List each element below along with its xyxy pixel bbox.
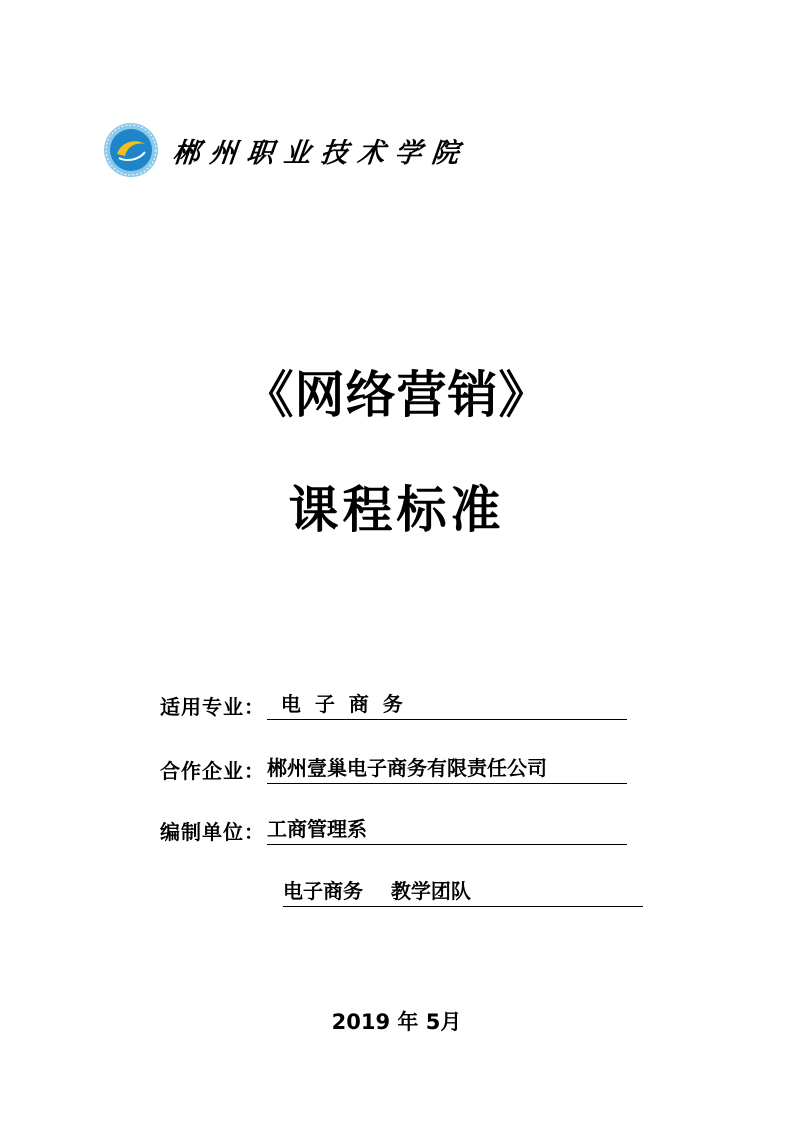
document-date: 2019 年 5月 <box>331 1010 462 1034</box>
major-row <box>160 688 627 720</box>
unit-row <box>160 813 627 845</box>
document-title: 《网络营销》 <box>243 366 550 424</box>
partner-value: 郴州壹巢电子商务有限责任公司 <box>267 752 627 784</box>
team-value: 电子商务 教学团队 <box>283 875 643 907</box>
major-label: 适用专业： <box>160 695 265 719</box>
college-logo-icon <box>103 122 159 178</box>
unit-label: 编制单位： <box>160 820 265 844</box>
partner-row <box>160 752 627 784</box>
school-name: 郴州职业技术学院 <box>171 137 471 169</box>
document-subtitle: 课程标准 <box>288 481 505 539</box>
team-row <box>283 875 643 907</box>
unit-value: 工商管理系 <box>267 813 627 845</box>
major-value: 电 子 商 务 <box>267 688 627 720</box>
partner-label: 合作企业： <box>160 759 265 783</box>
document-header <box>103 122 469 178</box>
